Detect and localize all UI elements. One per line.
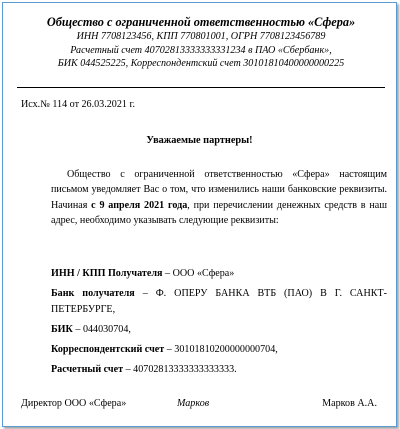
requisite-label: БИК xyxy=(51,323,73,335)
effective-date: с 9 апреля 2021 года xyxy=(91,199,188,211)
outgoing-reference: Исх.№ 114 от 26.03.2021 г. xyxy=(21,99,135,110)
signature: Марков xyxy=(177,398,210,409)
requisite-label: Корреспондентский счет xyxy=(51,344,165,356)
header-divider xyxy=(17,87,385,88)
org-name: Общество с ограниченной ответственностью «Сфера» xyxy=(46,15,356,29)
requisite-label: Банк получателя xyxy=(51,288,135,300)
requisite-bik xyxy=(51,322,387,337)
body-paragraph xyxy=(51,167,387,228)
requisite-inn-kpp xyxy=(51,266,387,281)
greeting: Уважаемые партнеры! xyxy=(146,135,253,146)
letter-page xyxy=(2,2,397,427)
requisite-value: – 40702813333333333333. xyxy=(123,364,237,376)
requisite-value: – ООО «Сфера» xyxy=(162,268,235,279)
requisite-account xyxy=(51,362,387,377)
requisites-list xyxy=(51,266,387,383)
requisite-value: – 30101810200000000704, xyxy=(164,344,278,356)
body-text-start: Общество с ограниченной ответственностью «Сфера» настоящим письмом уведомляет Вас о том, что изменились наши банковские реквизиты. Начиная xyxy=(51,169,387,211)
signer-position: Директор ООО «Сфера» xyxy=(21,398,127,409)
signer-name: Марков А.А. xyxy=(322,398,377,409)
requisite-label: ИНН / КПП Получателя xyxy=(51,268,163,279)
requisite-value: – 044030704, xyxy=(72,323,131,335)
letterhead-line-3: БИК 044525225, Корреспондентский счет 30101810400000000225 xyxy=(57,58,345,70)
requisite-value: – Ф. ОПЕРУ БАНКА ВТБ (ПАО) В Г. САНКТ-ПЕТЕРБУРГЕ, xyxy=(51,288,387,315)
requisite-corr-account xyxy=(51,342,387,357)
letterhead-line-2: Расчетный счет 40702813333333331234 в ПАО «Сбербанк», xyxy=(70,44,332,56)
requisite-label: Расчетный счет xyxy=(51,364,124,376)
body-text-end: , при перечислении денежных средств в наш адрес, необходимо указывать следующие реквизиты: xyxy=(51,199,387,226)
letterhead xyxy=(17,15,385,71)
letter-body xyxy=(51,167,387,228)
requisite-bank xyxy=(51,286,387,317)
letterhead-line-1: ИНН 7708123456, КПП 770801001, ОГРН 7708123456789 xyxy=(76,31,326,42)
